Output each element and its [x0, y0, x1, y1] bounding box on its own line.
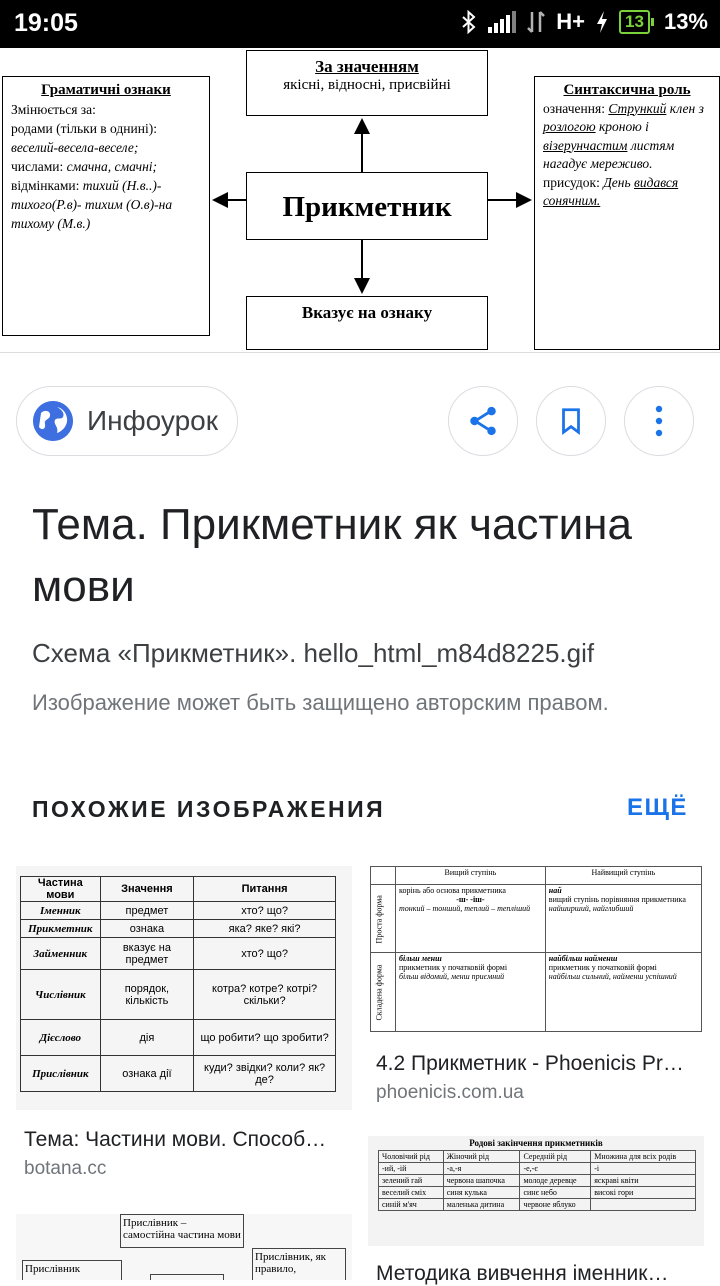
thumb4-cell: веселий сміх — [379, 1187, 444, 1199]
similar-image-2[interactable] — [368, 866, 704, 1034]
thumb1-cell: куди? звідки? коли? як? де? — [194, 1056, 336, 1092]
thumb1-cell: дія — [100, 1020, 194, 1056]
thumb2-text: най — [548, 886, 562, 895]
thumb1-header: Частина мови — [21, 877, 101, 902]
diagram-box-syntax — [534, 76, 720, 350]
thumb4-cell — [591, 1199, 696, 1211]
bluetooth-icon — [460, 10, 478, 34]
thumb3-box-mid — [150, 1274, 224, 1280]
thumb2-table — [370, 866, 702, 1032]
thumb4-header: Середній рід — [520, 1151, 591, 1163]
synt-word: клен з — [669, 100, 704, 116]
source-chip[interactable] — [16, 386, 238, 456]
gram-line: родами (тільки в однині): — [11, 121, 157, 136]
data-transfer-icon — [526, 10, 546, 34]
similar-image-2-source: phoenicis.com.ua — [376, 1082, 524, 1103]
synt-word: розлогою — [543, 119, 596, 134]
synt-word: видався сонячним. — [543, 174, 679, 208]
more-vert-icon — [654, 404, 664, 438]
thumb1-cell: що робити? що зробити? — [194, 1020, 336, 1056]
similar-images-heading: ПОХОЖИЕ ИЗОБРАЖЕНИЯ — [32, 796, 386, 822]
thumb4-cell: молоде деревце — [520, 1175, 591, 1187]
znach-title: За значенням — [315, 57, 419, 76]
diagram-box-grammar — [2, 76, 210, 336]
signal-icon — [488, 11, 516, 33]
diagram-box-indicates: Вказує на ознаку — [246, 296, 488, 350]
thumb2-rowlabel: Складена форма — [371, 953, 396, 1032]
thumb2-header: Найвищий ступінь — [545, 867, 701, 885]
copyright-notice: Изображение может быть защищено авторским правом. — [32, 690, 609, 715]
thumb1-cell: порядок, кількість — [100, 970, 194, 1020]
thumb1-cell: вказує на предмет — [100, 938, 194, 970]
thumb1-cell: Прислівник — [21, 1056, 101, 1092]
gram-line: Змінюється за: — [11, 102, 96, 117]
thumb2-text: найбільш сильний, найменш успішний — [548, 972, 677, 982]
more-options-button[interactable] — [624, 386, 694, 456]
image-caption: Схема «Прикметник». hello_html_m84d8225.gif — [32, 638, 595, 668]
synt-label: присудок: — [543, 174, 600, 190]
znach-text: якісні, відносні, присвійні — [283, 77, 451, 93]
synt-word: Стрункий — [608, 100, 667, 116]
thumb1-header: Питання — [194, 877, 336, 902]
thumb2-text: прикметник у початковій формі — [399, 963, 508, 973]
network-type: H+ — [556, 9, 586, 34]
similar-image-3[interactable] — [16, 1214, 352, 1280]
thumb3-box-right: Прислівник, як правило, — [252, 1248, 346, 1280]
thumb4-cell: маленька дитина — [443, 1199, 520, 1211]
thumb1-cell: Числівник — [21, 970, 101, 1020]
thumb1-table — [20, 876, 336, 1092]
thumb2-text: вищий ступінь порівняння прикметника — [548, 895, 686, 904]
thumb4-cell: яскраві квіти — [591, 1175, 696, 1187]
thumb4-cell: зелений гай — [379, 1175, 444, 1187]
preview-image-diagram[interactable] — [0, 48, 720, 353]
thumb2-rowlabel: Проста форма — [371, 885, 396, 953]
gram-value: тихий (Н.в..)-тихого(Р.в)- тихим (О.в)-на тихому (М.в.) — [11, 178, 173, 231]
thumb4-cell: червона шапочка — [443, 1175, 520, 1187]
battery-icon — [619, 10, 654, 34]
share-icon — [466, 404, 500, 438]
synt-word: кроною і — [598, 119, 649, 134]
similar-image-4[interactable] — [368, 1136, 704, 1246]
globe-icon — [33, 401, 73, 441]
thumb2-text: найбільш найменш — [548, 954, 618, 964]
thumb4-table — [378, 1150, 696, 1211]
more-link[interactable]: ЕЩЁ — [626, 794, 688, 821]
gram-title: Граматичні ознаки — [41, 82, 171, 98]
thumb4-ending: -а,-я — [443, 1163, 520, 1175]
thumb4-cell: синій м'яч — [379, 1199, 444, 1211]
synt-word: візерунчастим — [543, 137, 628, 153]
thumb4-ending: -і — [591, 1163, 696, 1175]
thumb4-ending: -ий, -ій — [379, 1163, 444, 1175]
thumb2-text: -ш- -іш- — [456, 895, 485, 904]
thumb1-cell: ознака дії — [100, 1056, 194, 1092]
thumb2-text: найширший, найглибший — [548, 904, 634, 913]
thumb1-cell: Дієслово — [21, 1020, 101, 1056]
similar-image-2-caption[interactable]: 4.2 Прикметник - Phoenicis Pr… — [376, 1052, 684, 1075]
thumb4-cell: синє небо — [520, 1187, 591, 1199]
status-time: 19:05 — [14, 9, 78, 37]
battery-level: 13 — [619, 10, 650, 34]
thumb1-cell: яка? яке? які? — [194, 920, 336, 938]
thumb1-cell: ознака — [100, 920, 194, 938]
gram-line: веселий-весела-веселе; — [11, 140, 139, 155]
thumb3-box-top: Прислівник – самостійна частина мови — [120, 1214, 244, 1248]
diagram-box-meaning — [246, 50, 488, 116]
battery-percent: 13% — [663, 9, 708, 34]
thumb4-cell: червоне яблуко — [520, 1199, 591, 1211]
thumb2-text: корінь або основа прикметника — [399, 886, 506, 895]
gram-value: смачна, смачні; — [66, 159, 158, 174]
thumb4-header: Чоловічий рід — [379, 1151, 444, 1163]
synt-word: День — [603, 174, 631, 190]
charging-icon — [595, 10, 609, 34]
thumb4-header: Множина для всіх родів — [591, 1151, 696, 1163]
source-name: Инфоурок — [87, 405, 218, 436]
similar-image-1-caption[interactable]: Тема: Частини мови. Способ… — [24, 1128, 327, 1151]
gram-label: числами: — [11, 159, 64, 174]
status-bar — [0, 0, 720, 48]
action-row — [0, 386, 720, 458]
thumb1-cell: Займенник — [21, 938, 101, 970]
thumb1-cell: хто? що? — [194, 902, 336, 920]
thumb2-text: більш відомий, менш приємний — [399, 972, 505, 982]
thumb3-box-left: Прислівник — [22, 1260, 122, 1280]
similar-image-4-caption[interactable]: Методика вивчення іменник… — [376, 1262, 669, 1285]
synt-label: означення: — [543, 100, 605, 116]
thumb4-ending: -е,-є — [520, 1163, 591, 1175]
synt-word: листям нагадує мереживо. — [543, 137, 675, 171]
result-title[interactable]: Тема. Прикметник як частина мови — [32, 500, 632, 611]
similar-image-1[interactable] — [16, 866, 352, 1110]
thumb2-header: Вищий ступінь — [396, 867, 546, 885]
diagram-box-main: Прикметник — [246, 172, 488, 240]
thumb1-header: Значення — [100, 877, 194, 902]
bookmark-icon — [556, 405, 586, 437]
share-button[interactable] — [448, 386, 518, 456]
thumb1-cell: хто? що? — [194, 938, 336, 970]
thumb4-title: Родові закінчення прикметників — [469, 1138, 603, 1148]
synt-title: Синтаксична роль — [563, 82, 691, 98]
gram-label: відмінками: — [11, 178, 80, 193]
thumb2-text: тонкий – тонший, теплий – тепліший — [399, 904, 531, 913]
thumb1-cell: котра? котре? котрі? скільки? — [194, 970, 336, 1020]
thumb4-header: Жіночий рід — [443, 1151, 520, 1163]
thumb1-cell: Іменник — [21, 902, 101, 920]
save-button[interactable] — [536, 386, 606, 456]
status-icons — [460, 9, 708, 35]
thumb2-text: прикметник у початковій формі — [548, 963, 657, 973]
thumb4-cell: високі гори — [591, 1187, 696, 1199]
thumb2-text: більш менш — [399, 954, 442, 964]
thumb1-cell: Прикметник — [21, 920, 101, 938]
thumb1-cell: предмет — [100, 902, 194, 920]
similar-image-1-source: botana.cc — [24, 1158, 107, 1179]
thumb4-cell: синя кулька — [443, 1187, 520, 1199]
